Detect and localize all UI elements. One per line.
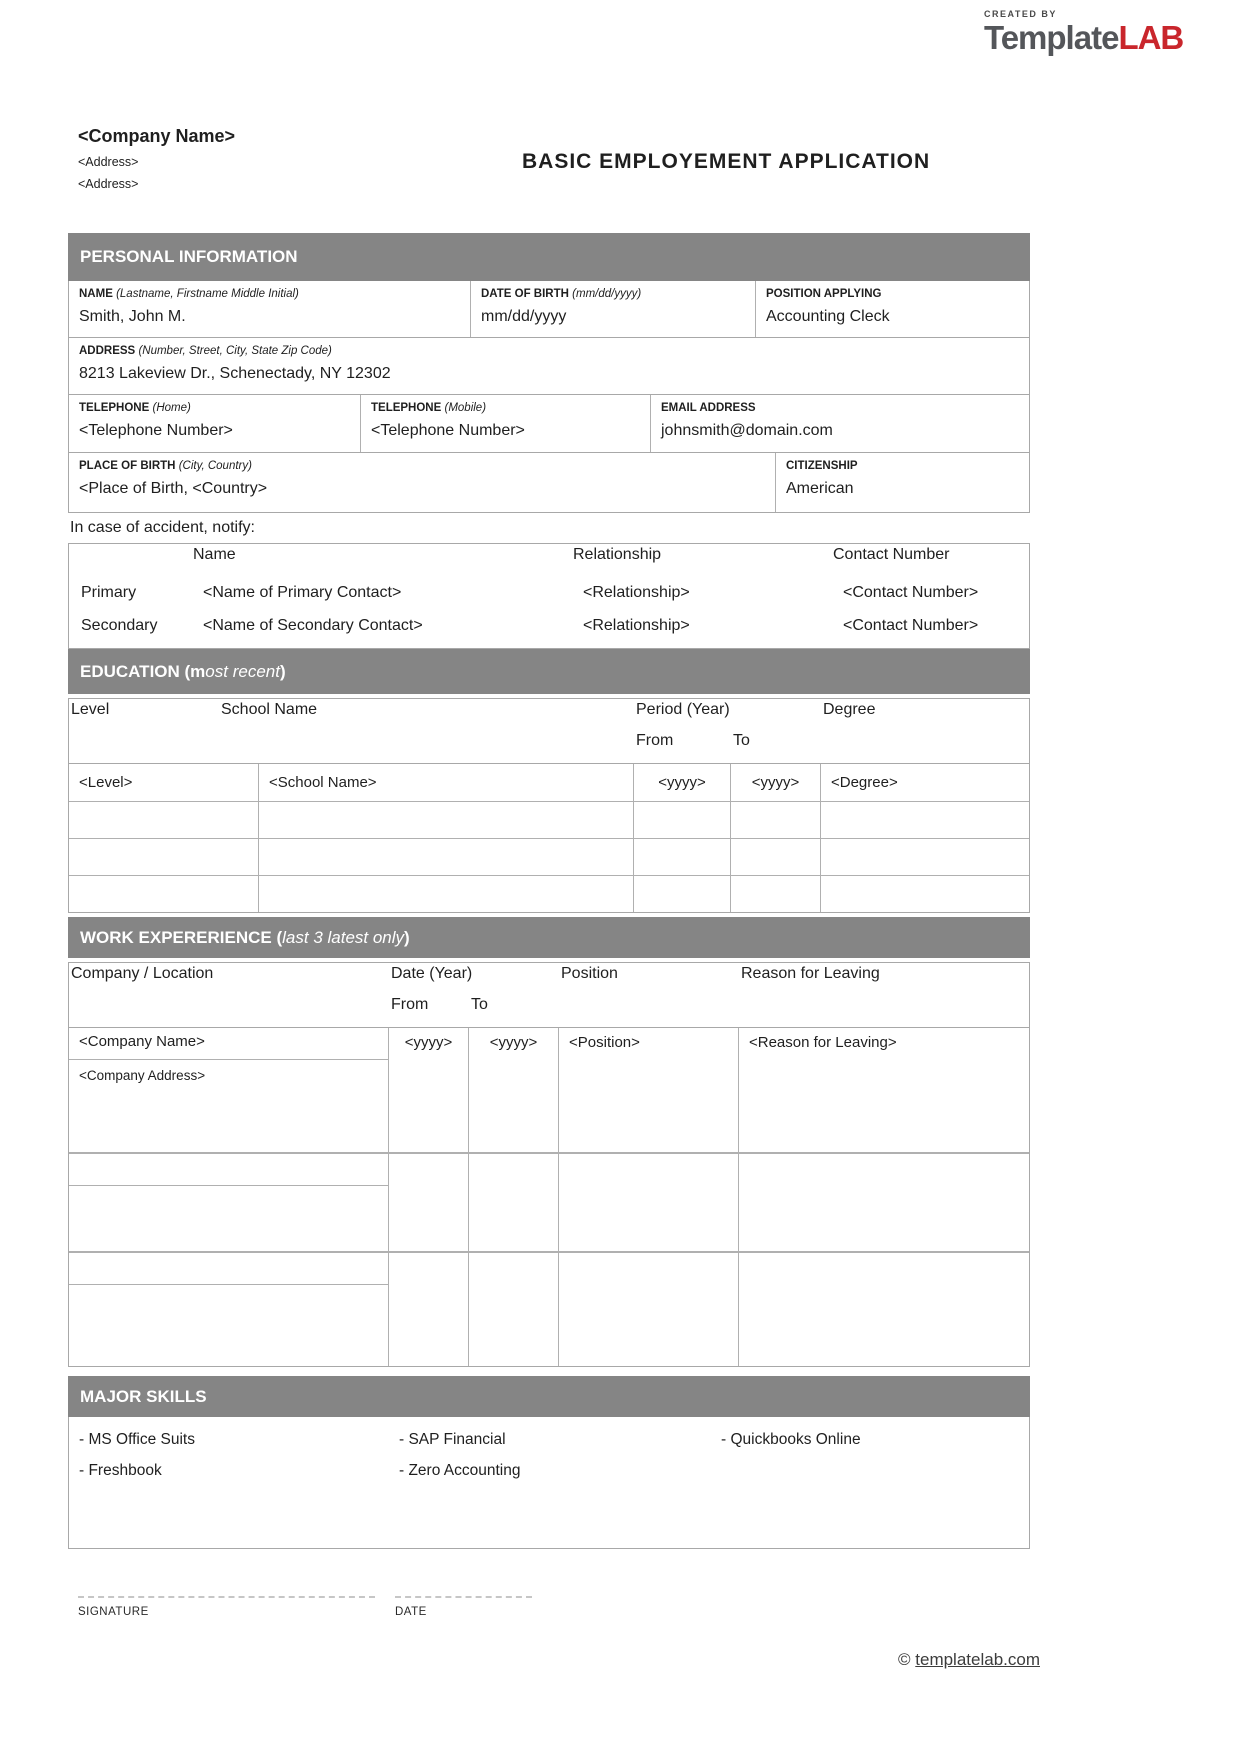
notify-primary-name[interactable]: <Name of Primary Contact> bbox=[203, 584, 402, 601]
copyright-footer bbox=[898, 1650, 1040, 1670]
copyright-symbol: © bbox=[898, 1650, 911, 1669]
company-address-line-1: <Address> bbox=[78, 155, 139, 169]
work-from-blank[interactable] bbox=[389, 1253, 469, 1366]
notify-secondary-name[interactable]: <Name of Secondary Contact> bbox=[203, 617, 423, 634]
date-block bbox=[395, 1576, 532, 1618]
templatelab-logo bbox=[984, 10, 1183, 54]
position-applying-field bbox=[756, 281, 1031, 337]
work-position-blank[interactable] bbox=[559, 1154, 739, 1251]
work-table-header bbox=[68, 962, 1030, 1028]
personal-information-section-header bbox=[68, 233, 1030, 281]
logo-lab-text: LAB bbox=[1118, 19, 1184, 56]
date-of-birth-value[interactable]: mm/dd/yyyy bbox=[481, 308, 567, 325]
notify-primary-relationship[interactable]: <Relationship> bbox=[583, 584, 690, 601]
notify-primary-row bbox=[69, 582, 1029, 615]
notify-secondary-contact[interactable]: <Contact Number> bbox=[843, 617, 979, 634]
education-to-blank[interactable] bbox=[731, 802, 821, 838]
notify-relationship-header: Relationship bbox=[573, 546, 662, 563]
work-reason-blank[interactable] bbox=[739, 1154, 1029, 1251]
education-row-1 bbox=[69, 764, 1029, 801]
work-company-name-blank[interactable] bbox=[69, 1154, 389, 1186]
telephone-mobile-field bbox=[361, 395, 651, 452]
education-row-4 bbox=[69, 875, 1029, 912]
education-level-value[interactable]: <Level> bbox=[69, 764, 259, 801]
telephone-home-label: TELEPHONE (Home) bbox=[79, 402, 191, 414]
education-section-header bbox=[68, 649, 1030, 694]
education-level-blank[interactable] bbox=[69, 876, 259, 912]
work-entry-2 bbox=[69, 1152, 1029, 1251]
name-field bbox=[69, 281, 471, 337]
education-row-3 bbox=[69, 838, 1029, 875]
work-position-header: Position bbox=[561, 965, 618, 982]
notify-primary-label: Primary bbox=[81, 584, 137, 601]
major-skills-title: MAJOR SKILLS bbox=[80, 1386, 207, 1406]
skill-item: - Quickbooks Online bbox=[721, 1431, 861, 1448]
date-of-birth-label: DATE OF BIRTH (mm/dd/yyyy) bbox=[481, 288, 642, 300]
skill-item: - Freshbook bbox=[79, 1462, 162, 1479]
education-from-blank[interactable] bbox=[634, 839, 731, 875]
work-to-blank[interactable] bbox=[469, 1154, 559, 1251]
work-reason-header: Reason for Leaving bbox=[741, 965, 880, 982]
personal-row-2 bbox=[68, 338, 1030, 395]
personal-information-title: PERSONAL INFORMATION bbox=[80, 247, 298, 266]
date-label: DATE bbox=[395, 1606, 427, 1618]
work-company-name-blank[interactable] bbox=[69, 1253, 389, 1285]
education-degree-blank[interactable] bbox=[821, 839, 1029, 875]
notify-secondary-row bbox=[69, 615, 1029, 648]
email-field bbox=[651, 395, 1031, 452]
education-school-blank[interactable] bbox=[259, 839, 634, 875]
work-date-header: Date (Year) bbox=[391, 965, 473, 982]
work-company-header: Company / Location bbox=[71, 965, 214, 982]
address-label: ADDRESS (Number, Street, City, State Zip Code) bbox=[79, 345, 332, 357]
personal-row-4 bbox=[68, 453, 1030, 513]
company-block bbox=[78, 126, 235, 199]
work-entry-3 bbox=[69, 1251, 1029, 1366]
education-level-header: Level bbox=[71, 701, 110, 718]
form-content bbox=[68, 233, 1030, 1549]
notify-contact-header: Contact Number bbox=[833, 546, 950, 563]
work-to-header: To bbox=[471, 996, 488, 1013]
logo-template-text: Template bbox=[984, 19, 1119, 56]
notify-header-row bbox=[69, 544, 1029, 582]
work-from-header: From bbox=[391, 996, 429, 1013]
education-table-header bbox=[68, 698, 1030, 764]
education-row-2 bbox=[69, 801, 1029, 838]
work-reason-blank[interactable] bbox=[739, 1253, 1029, 1366]
signature-block bbox=[78, 1576, 375, 1618]
signature-line[interactable] bbox=[78, 1576, 375, 1598]
education-to-header: To bbox=[733, 732, 750, 749]
work-to-blank[interactable] bbox=[469, 1253, 559, 1366]
education-degree-blank[interactable] bbox=[821, 876, 1029, 912]
work-from-blank[interactable] bbox=[389, 1154, 469, 1251]
education-from-blank[interactable] bbox=[634, 876, 731, 912]
education-to-value[interactable]: <yyyy> bbox=[731, 764, 821, 801]
education-school-header: School Name bbox=[221, 701, 318, 718]
work-company-name-value[interactable]: <Company Name> bbox=[69, 1028, 389, 1060]
work-experience-section-header bbox=[68, 917, 1030, 958]
major-skills-section-header bbox=[68, 1376, 1030, 1417]
name-label: NAME (Lastname, Firstname Middle Initial) bbox=[79, 288, 299, 300]
templatelab-site-link[interactable]: templatelab.com bbox=[915, 1650, 1040, 1669]
work-reason-value[interactable]: <Reason for Leaving> bbox=[749, 1034, 897, 1051]
education-table-body bbox=[68, 764, 1030, 913]
personal-row-3 bbox=[68, 395, 1030, 453]
logo-wordmark bbox=[984, 21, 1183, 54]
work-experience-title: WORK EXPERERIENCE (last 3 latest only) bbox=[80, 927, 410, 947]
telephone-mobile-value[interactable]: <Telephone Number> bbox=[371, 422, 525, 439]
notify-corner-cell bbox=[71, 546, 191, 580]
position-applying-label: POSITION APPLYING bbox=[766, 288, 882, 300]
position-applying-value[interactable]: Accounting Cleck bbox=[766, 308, 890, 325]
education-to-blank[interactable] bbox=[731, 839, 821, 875]
citizenship-label: CITIZENSHIP bbox=[786, 460, 858, 472]
skill-item bbox=[721, 1462, 1029, 1493]
accident-notify-table bbox=[68, 543, 1030, 649]
place-of-birth-value[interactable]: <Place of Birth, <Country> bbox=[79, 480, 268, 497]
accident-notify-intro: In case of accident, notify: bbox=[70, 519, 255, 536]
notify-primary-contact[interactable]: <Contact Number> bbox=[843, 584, 979, 601]
citizenship-value[interactable]: American bbox=[786, 480, 854, 497]
name-value[interactable]: Smith, John M. bbox=[79, 308, 186, 325]
education-school-blank[interactable] bbox=[259, 876, 634, 912]
work-from-value[interactable]: <yyyy> bbox=[389, 1028, 469, 1152]
address-field bbox=[69, 338, 1031, 394]
education-degree-header: Degree bbox=[823, 701, 876, 718]
work-entry-1 bbox=[69, 1028, 1029, 1152]
education-school-blank[interactable] bbox=[259, 802, 634, 838]
notify-secondary-label: Secondary bbox=[81, 617, 158, 634]
personal-row-1 bbox=[68, 281, 1030, 338]
work-position-blank[interactable] bbox=[559, 1253, 739, 1366]
telephone-home-value[interactable]: <Telephone Number> bbox=[79, 422, 233, 439]
telephone-mobile-label: TELEPHONE (Mobile) bbox=[371, 402, 487, 414]
education-school-value[interactable]: <School Name> bbox=[259, 764, 634, 801]
notify-secondary-relationship[interactable]: <Relationship> bbox=[583, 617, 690, 634]
education-from-blank[interactable] bbox=[634, 802, 731, 838]
education-period-header: Period (Year) bbox=[636, 701, 730, 718]
address-value[interactable]: 8213 Lakeview Dr., Schenectady, NY 12302 bbox=[79, 365, 391, 382]
education-to-blank[interactable] bbox=[731, 876, 821, 912]
email-label: EMAIL ADDRESS bbox=[661, 402, 756, 414]
skill-item: - Zero Accounting bbox=[399, 1462, 521, 1479]
major-skills-list bbox=[68, 1417, 1030, 1549]
notify-name-header: Name bbox=[193, 546, 236, 563]
work-company-address-blank[interactable] bbox=[69, 1186, 389, 1251]
form-title: BASIC EMPLOYEMENT APPLICATION bbox=[522, 150, 931, 173]
citizenship-field bbox=[776, 453, 1031, 512]
logo-created-by: CREATED BY bbox=[984, 9, 1057, 19]
work-to-value[interactable]: <yyyy> bbox=[469, 1028, 559, 1152]
work-company-address-blank[interactable] bbox=[69, 1285, 389, 1366]
education-degree-blank[interactable] bbox=[821, 802, 1029, 838]
education-level-blank[interactable] bbox=[69, 802, 259, 838]
education-from-value[interactable]: <yyyy> bbox=[634, 764, 731, 801]
place-of-birth-field bbox=[69, 453, 776, 512]
education-from-header: From bbox=[636, 732, 674, 749]
work-table-body bbox=[68, 1028, 1030, 1367]
date-of-birth-field bbox=[471, 281, 756, 337]
education-degree-value[interactable]: <Degree> bbox=[831, 774, 898, 791]
work-position-value[interactable]: <Position> bbox=[559, 1028, 739, 1152]
work-company-address-value[interactable]: <Company Address> bbox=[69, 1060, 389, 1152]
signature-label: SIGNATURE bbox=[78, 1606, 149, 1618]
telephone-home-field bbox=[69, 395, 361, 452]
skill-item: - MS Office Suits bbox=[79, 1431, 195, 1448]
company-address-line-2: <Address> bbox=[78, 177, 139, 191]
company-name: <Company Name> bbox=[78, 126, 236, 146]
education-level-blank[interactable] bbox=[69, 839, 259, 875]
education-title: EDUCATION (most recent) bbox=[80, 661, 286, 681]
signature-area bbox=[78, 1576, 552, 1618]
place-of-birth-label: PLACE OF BIRTH (City, Country) bbox=[79, 460, 252, 472]
date-line[interactable] bbox=[395, 1576, 532, 1598]
email-value[interactable]: johnsmith@domain.com bbox=[661, 422, 833, 439]
skill-item: - SAP Financial bbox=[399, 1431, 506, 1448]
